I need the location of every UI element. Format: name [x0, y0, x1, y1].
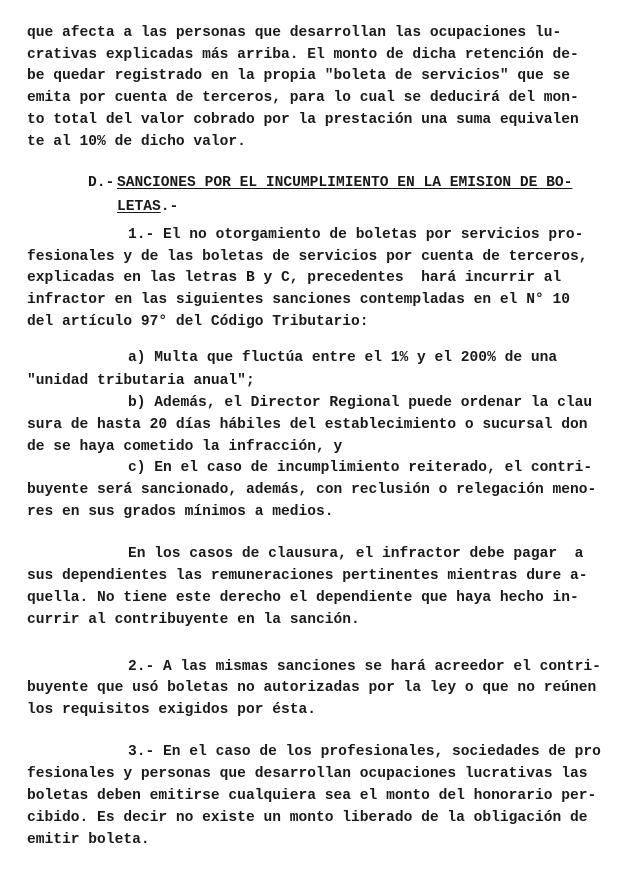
section-title-line2: LETAS: [117, 199, 161, 215]
section-title-cont: [117, 198, 178, 216]
section-title: SANCIONES POR EL INCUMPLIMIENTO EN LA EMISION DE BO-: [117, 175, 573, 191]
text-line: quella. No tiene este derecho el dependiente que haya hecho in-: [27, 590, 579, 606]
text-line: sus dependientes las remuneraciones pertinentes mientras dure a-: [27, 568, 588, 584]
text-line: be quedar registrado en la propia "boleta de servicios" que se: [27, 68, 570, 84]
text-line: de se haya cometido la infracción, y: [27, 439, 343, 455]
text-line: explicadas en las letras B y C, precedentes hará incurrir al: [27, 270, 562, 286]
section-title-suffix: .-: [160, 199, 179, 215]
text-line: del artículo 97° del Código Tributario:: [27, 314, 369, 330]
text-line: 1.- El no otorgamiento de boletas por servicios pro-: [128, 227, 584, 243]
text-line: a) Multa que fluctúa entre el 1% y el 200% de una: [128, 350, 558, 366]
text-line: que afecta a las personas que desarrollan las ocupaciones lu-: [27, 25, 562, 41]
text-line: 2.- A las mismas sanciones se hará acreedor el contri-: [128, 659, 601, 675]
text-line: emitir boleta.: [27, 832, 150, 848]
text-line: te al 10% de dicho valor.: [27, 134, 246, 150]
text-line: emita por cuenta de terceros, para lo cual se deducirá del mon-: [27, 90, 579, 106]
text-line: to total del valor cobrado por la prestación una suma equivalen: [27, 112, 579, 128]
text-line: En los casos de clausura, el infractor debe pagar a: [128, 546, 584, 562]
text-line: buyente que usó boletas no autorizadas por la ley o que no reúnen: [27, 680, 597, 696]
text-line: currir al contribuyente en la sanción.: [27, 612, 360, 628]
text-line: c) En el caso de incumplimiento reiterado, el contri-: [128, 460, 593, 476]
text-line: infractor en las siguientes sanciones contempladas en el N° 10: [27, 292, 570, 308]
text-line: crativas explicadas más arriba. El monto de dicha retención de-: [27, 47, 579, 63]
text-line: 3.- En el caso de los profesionales, sociedades de pro: [128, 744, 601, 760]
text-line: los requisitos exigidos por ésta.: [27, 702, 317, 718]
text-line: "unidad tributaria anual";: [27, 373, 255, 389]
text-line: sura de hasta 20 días hábiles del establecimiento o sucursal don: [27, 417, 588, 433]
text-line: fesionales y personas que desarrollan ocupaciones lucrativas las: [27, 766, 588, 782]
text-line: b) Además, el Director Regional puede ordenar la clau: [128, 395, 593, 411]
text-line: boletas deben emitirse cualquiera sea el monto del honorario per-: [27, 788, 597, 804]
text-line: res en sus grados mínimos a medios.: [27, 504, 334, 520]
text-line: buyente será sancionado, además, con reclusión o relegación meno-: [27, 482, 597, 498]
text-line: cibido. Es decir no existe un monto liberado de la obligación de: [27, 810, 588, 826]
text-line: fesionales y de las boletas de servicios por cuenta de terceros,: [27, 249, 588, 265]
section-letter: D.-: [88, 175, 115, 191]
